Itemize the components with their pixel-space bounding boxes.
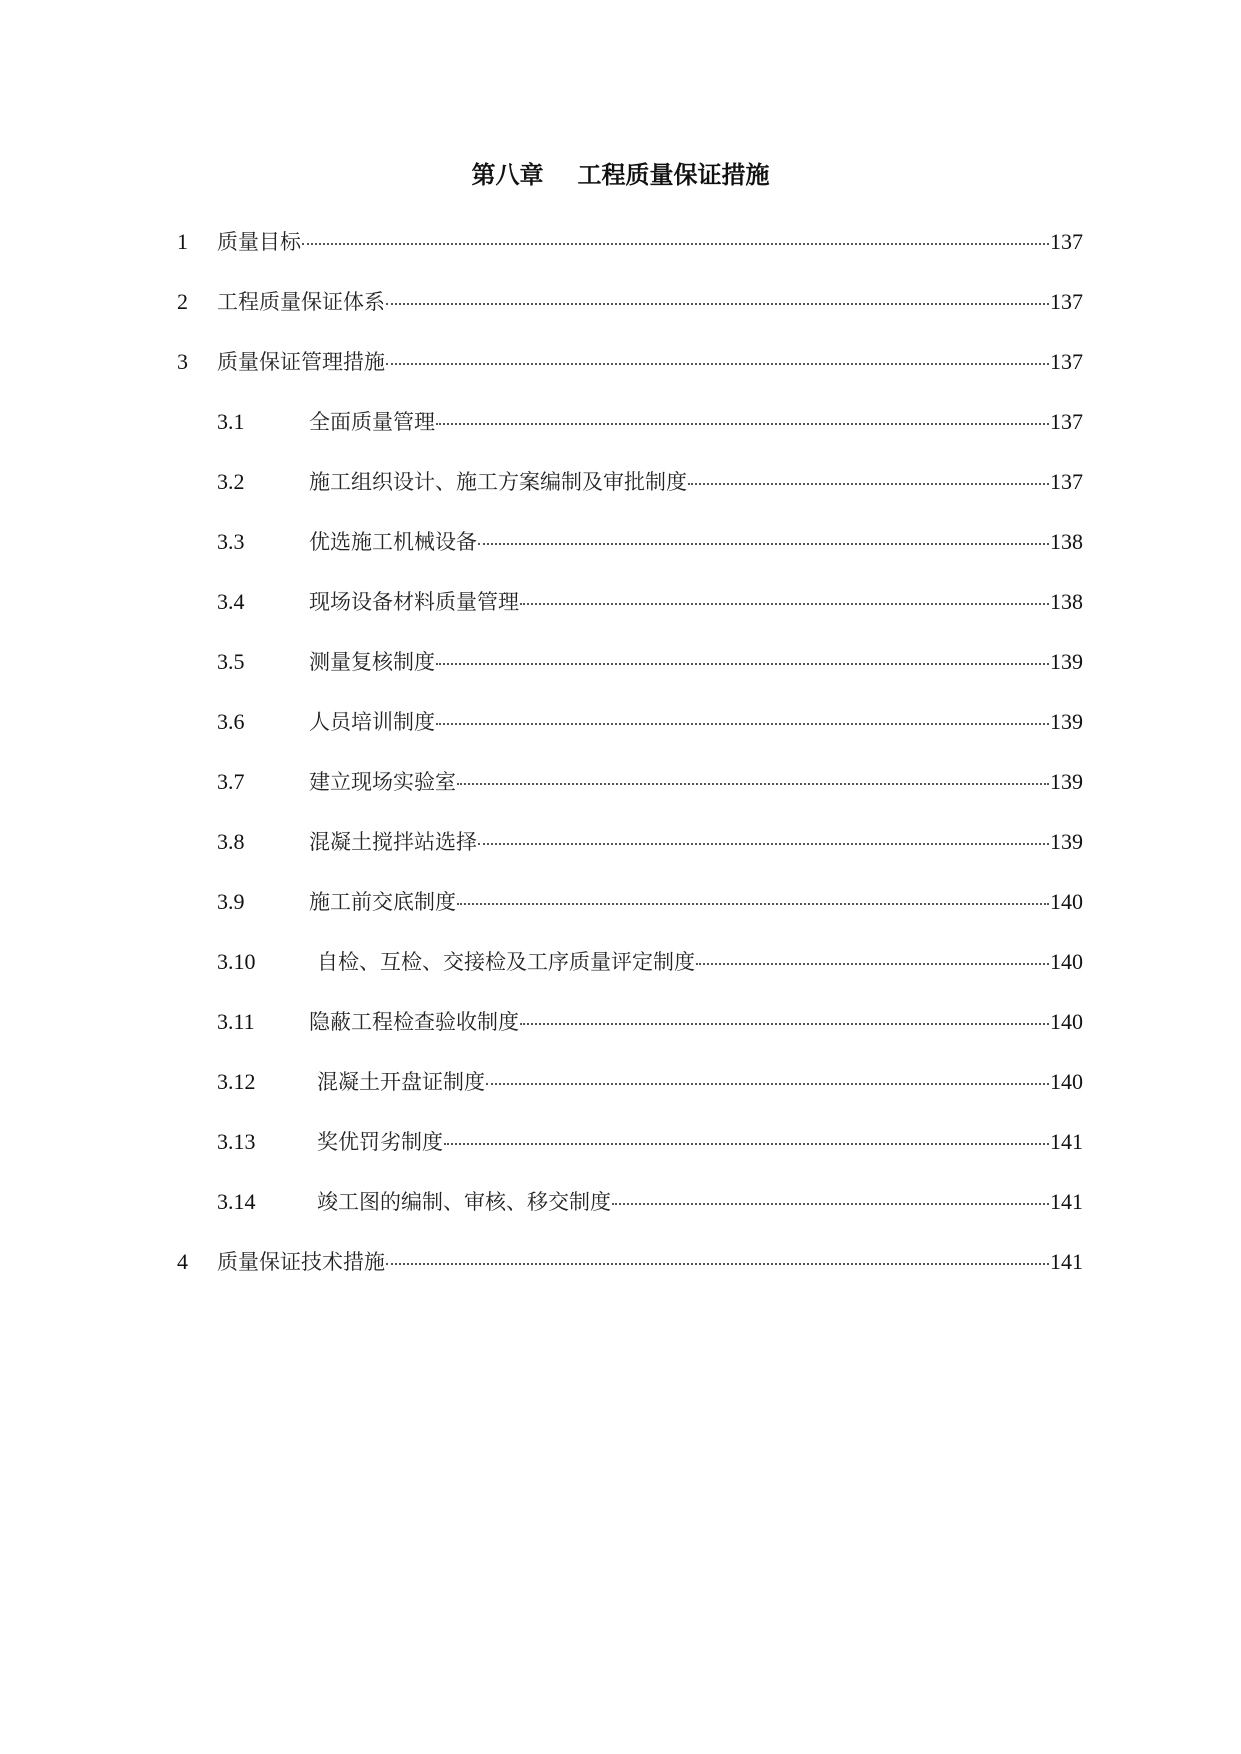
- toc-entry-page: 139: [1050, 829, 1083, 854]
- toc-entry-page: 140: [1050, 949, 1083, 974]
- toc-entry-page: 137: [1050, 469, 1083, 494]
- toc-entry-page: 137: [1050, 349, 1083, 374]
- toc-entry-label: 质量目标: [217, 230, 301, 254]
- toc-entry-number: 3.7: [217, 769, 245, 794]
- toc-entry-number: 4: [177, 1249, 188, 1274]
- toc-entry[interactable]: [217, 1124, 1083, 1160]
- toc-entry[interactable]: [177, 284, 1083, 320]
- toc-entry-page: 138: [1050, 529, 1083, 554]
- toc-dot-leader: [436, 722, 1049, 725]
- toc-dot-leader: [486, 1082, 1049, 1085]
- toc-entry-label: 人员培训制度: [309, 710, 435, 734]
- toc-entry-label: 竣工图的编制、审核、移交制度: [317, 1190, 611, 1214]
- toc-entry[interactable]: [217, 704, 1083, 740]
- toc-dot-leader: [386, 302, 1049, 305]
- toc-entry-number: 3.2: [217, 469, 245, 494]
- toc-entry-page: 139: [1050, 709, 1083, 734]
- toc-entry[interactable]: [217, 1004, 1083, 1040]
- toc-entry[interactable]: [217, 644, 1083, 680]
- toc-entry-label: 全面质量管理: [309, 410, 435, 434]
- toc-entry-label: 优选施工机械设备: [309, 530, 477, 554]
- toc-dot-leader: [386, 362, 1049, 365]
- toc-entry-number: 3.3: [217, 529, 245, 554]
- toc-entry-page: 137: [1050, 289, 1083, 314]
- toc-entry-label: 混凝土开盘证制度: [317, 1070, 485, 1094]
- chapter-number: 第八章: [471, 161, 544, 189]
- toc-entry-number: 3.6: [217, 709, 245, 734]
- toc-entry-number: 1: [177, 229, 188, 254]
- toc-entry-label: 现场设备材料质量管理: [309, 590, 519, 614]
- toc-entry-number: 3: [177, 349, 188, 374]
- toc-entry-page: 141: [1050, 1129, 1083, 1154]
- toc-entry[interactable]: [177, 344, 1083, 380]
- toc-entry-number: 3.11: [217, 1009, 255, 1034]
- toc-entry-number: 3.13: [217, 1129, 256, 1154]
- toc-entry-label: 测量复核制度: [309, 650, 435, 674]
- toc-entry-label: 质量保证管理措施: [217, 350, 385, 374]
- toc-dot-leader: [520, 1022, 1049, 1025]
- toc-dot-leader: [478, 842, 1049, 845]
- toc-dot-leader: [688, 482, 1049, 485]
- toc-entry-number: 3.10: [217, 949, 256, 974]
- chapter-heading: [0, 158, 1241, 192]
- toc-entry-page: 140: [1050, 1009, 1083, 1034]
- toc-dot-leader: [612, 1202, 1049, 1205]
- toc-dot-leader: [444, 1142, 1049, 1145]
- toc-entry-label: 混凝土搅拌站选择: [309, 830, 477, 854]
- chapter-title: 工程质量保证措施: [577, 161, 770, 189]
- toc-dot-leader: [436, 422, 1049, 425]
- toc-entry[interactable]: [217, 464, 1083, 500]
- toc-entry-label: 施工组织设计、施工方案编制及审批制度: [309, 470, 687, 494]
- toc-entry[interactable]: [217, 884, 1083, 920]
- toc-entry-number: 3.14: [217, 1189, 256, 1214]
- toc-entry-page: 139: [1050, 769, 1083, 794]
- toc-entry-label: 自检、互检、交接检及工序质量评定制度: [317, 950, 695, 974]
- toc-entry-number: 3.5: [217, 649, 245, 674]
- toc-dot-leader: [457, 782, 1049, 785]
- toc-entry-page: 137: [1050, 409, 1083, 434]
- toc-entry-number: 3.8: [217, 829, 245, 854]
- toc-entry-number: 3.12: [217, 1069, 256, 1094]
- toc-dot-leader: [302, 242, 1049, 245]
- toc-entry[interactable]: [217, 584, 1083, 620]
- toc-entry-page: 141: [1050, 1189, 1083, 1214]
- toc-dot-leader: [386, 1262, 1049, 1265]
- toc-entry-label: 质量保证技术措施: [217, 1250, 385, 1274]
- toc-entry-number: 3.1: [217, 409, 245, 434]
- toc-dot-leader: [457, 902, 1049, 905]
- toc-entry[interactable]: [177, 224, 1083, 260]
- toc-entry-number: 3.9: [217, 889, 245, 914]
- toc-entry[interactable]: [217, 404, 1083, 440]
- toc-dot-leader: [478, 542, 1049, 545]
- toc-entry[interactable]: [217, 1064, 1083, 1100]
- toc-entry-label: 工程质量保证体系: [217, 290, 385, 314]
- toc-entry[interactable]: [217, 1184, 1083, 1220]
- toc-entry-page: 138: [1050, 589, 1083, 614]
- toc-entry[interactable]: [217, 824, 1083, 860]
- toc-entry[interactable]: [217, 524, 1083, 560]
- toc-entry[interactable]: [177, 1244, 1083, 1280]
- toc-entry-label: 奖优罚劣制度: [317, 1130, 443, 1154]
- toc-entry-label: 建立现场实验室: [309, 770, 456, 794]
- toc-entry-label: 隐蔽工程检查验收制度: [309, 1010, 519, 1034]
- toc-entry-page: 137: [1050, 229, 1083, 254]
- toc-entry-label: 施工前交底制度: [309, 890, 456, 914]
- toc-entry-page: 141: [1050, 1249, 1083, 1274]
- toc-entry[interactable]: [217, 944, 1083, 980]
- toc-entry-number: 3.4: [217, 589, 245, 614]
- toc-dot-leader: [436, 662, 1049, 665]
- toc-dot-leader: [520, 602, 1049, 605]
- toc-entry-page: 140: [1050, 1069, 1083, 1094]
- toc-entry-page: 139: [1050, 649, 1083, 674]
- toc-dot-leader: [696, 962, 1049, 965]
- toc-entry-number: 2: [177, 289, 188, 314]
- toc-entry-page: 140: [1050, 889, 1083, 914]
- toc-entry[interactable]: [217, 764, 1083, 800]
